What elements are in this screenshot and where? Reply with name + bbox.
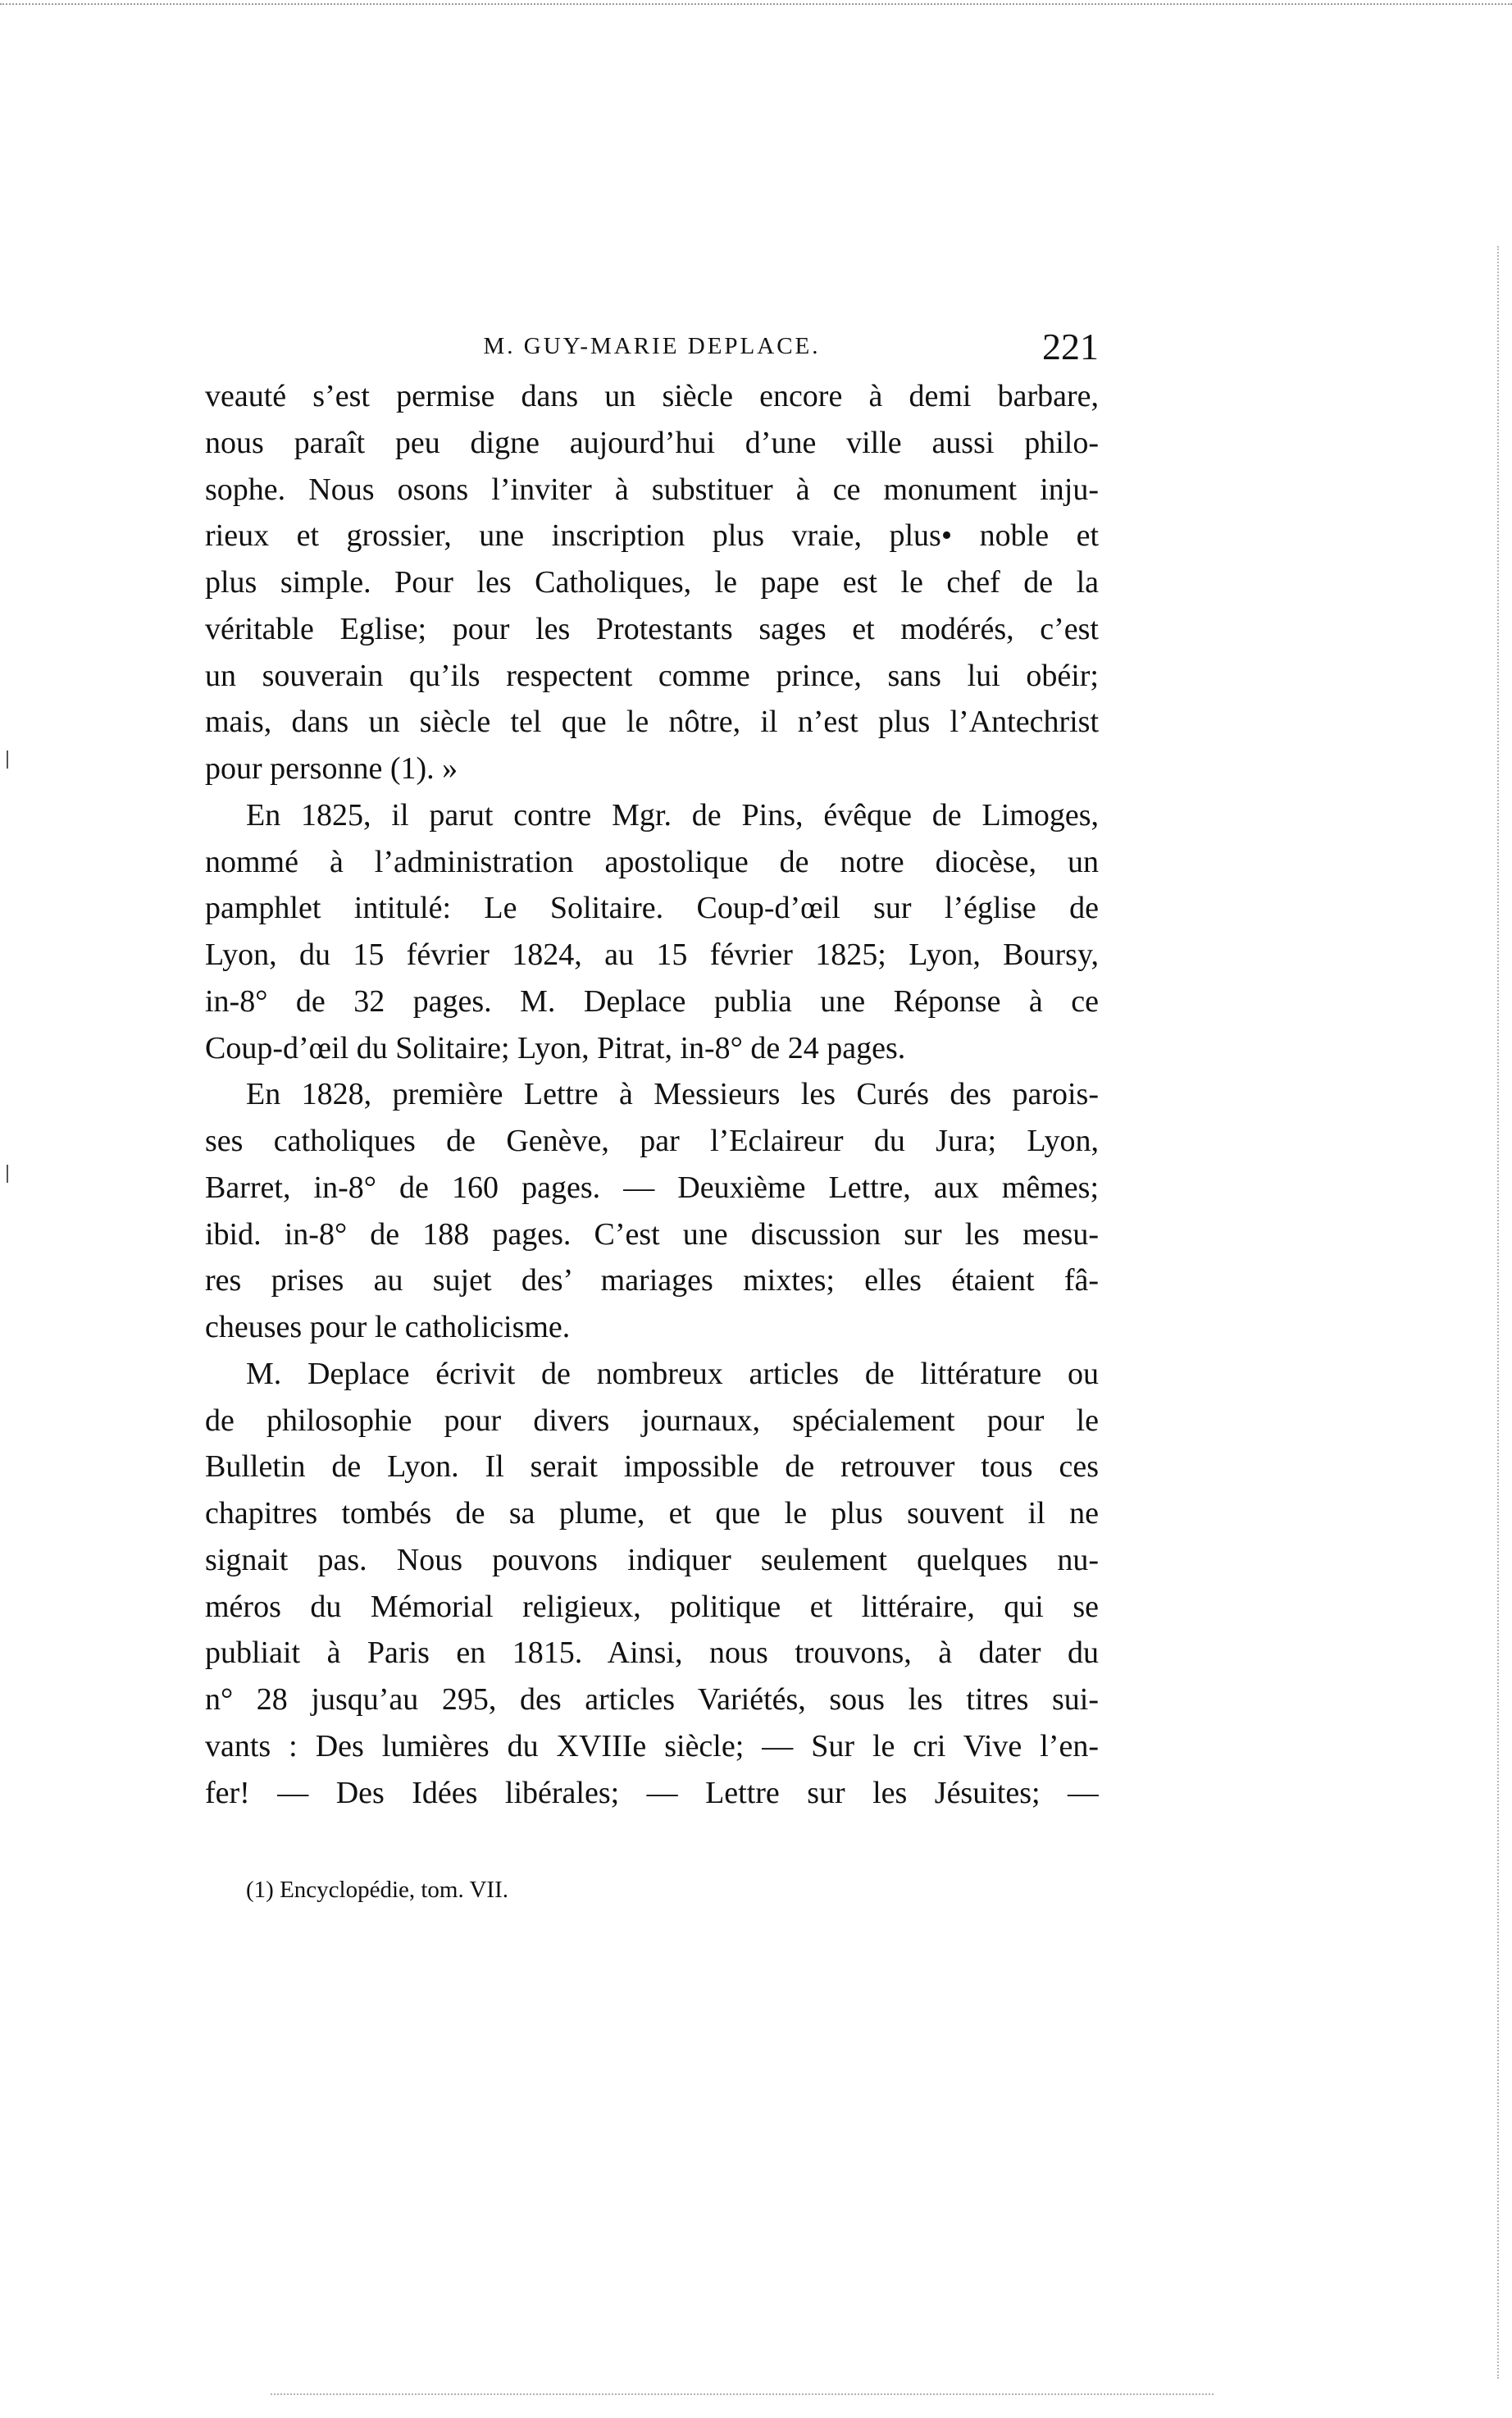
text-line: nous paraît peu digne aujourd’hui d’une ville aussi philo-	[205, 425, 1099, 460]
running-head	[205, 325, 1099, 366]
text-line: plus simple. Pour les Catholiques, le pape est le chef de la	[205, 565, 1099, 600]
text-line: veauté s’est permise dans un siècle encore à demi barbare,	[205, 379, 1099, 413]
top-scan-rule	[0, 3, 1512, 5]
text-line: Coup-d’œil du Solitaire; Lyon, Pitrat, in-8° de 24 pages.	[205, 1030, 906, 1065]
text-line: cheuses pour le catholicisme.	[205, 1310, 571, 1344]
text-line: ses catholiques de Genève, par l’Eclaireur du Jura; Lyon,	[205, 1124, 1099, 1158]
text-line: Bulletin de Lyon. Il serait impossible de retrouver tous ces	[205, 1449, 1099, 1485]
text-line: in-8° de 32 pages. M. Deplace publia une Réponse à ce	[205, 983, 1099, 1019]
text-line: signait pas. Nous pouvons indiquer seulement quelques nu-	[205, 1542, 1099, 1577]
text-line: un souverain qu’ils respectent comme prince, sans lui obéir;	[205, 658, 1099, 693]
text-line: nommé à l’administration apostolique de notre diocèse, un	[205, 844, 1099, 879]
scan-mark	[7, 1165, 8, 1183]
bottom-scan-rule	[271, 2393, 1214, 2395]
text-line: En 1828, première Lettre à Messieurs les Curés des parois-	[246, 1077, 1099, 1112]
text-line: méros du Mémorial religieux, politique et littéraire, qui se	[205, 1589, 1099, 1624]
text-line: Barret, in-8° de 160 pages. — Deuxième Lettre, aux mêmes;	[205, 1170, 1099, 1205]
right-scan-margin	[1497, 246, 1499, 2379]
text-line: n° 28 jusqu’au 295, des articles Variétés, sous les titres sui-	[205, 1682, 1099, 1717]
text-line: Lyon, du 15 février 1824, au 15 février 1825; Lyon, Boursy,	[205, 938, 1099, 972]
running-head-title: M. GUY-MARIE DEPLACE.	[483, 333, 821, 359]
text-line: res prises au sujet des’ mariages mixtes; elles étaient fâ-	[205, 1263, 1099, 1298]
text-line: ibid. in-8° de 188 pages. C’est une discussion sur les mesu-	[205, 1216, 1099, 1252]
text-line: pour personne (1). »	[205, 751, 458, 786]
text-line: En 1825, il parut contre Mgr. de Pins, évêque de Limoges,	[246, 797, 1099, 833]
text-line: pamphlet intitulé: Le Solitaire. Coup-d’œil sur l’église de	[205, 891, 1099, 926]
text-line: rieux et grossier, une inscription plus vraie, plus• noble et	[205, 518, 1099, 554]
text-line: mais, dans un siècle tel que le nôtre, il n’est plus l’Antechrist	[205, 705, 1099, 740]
text-line: sophe. Nous osons l’inviter à substituer à ce monument inju-	[205, 472, 1099, 507]
scan-mark	[7, 750, 8, 769]
footnote: (1) Encyclopédie, tom. VII.	[246, 1877, 508, 1903]
text-line: M. Deplace écrivit de nombreux articles de littérature ou	[246, 1356, 1099, 1391]
text-line: publiait à Paris en 1815. Ainsi, nous trouvons, à dater du	[205, 1636, 1099, 1671]
text-line: de philosophie pour divers journaux, spécialement pour le	[205, 1403, 1099, 1438]
text-line: véritable Eglise; pour les Protestants sages et modérés, c’est	[205, 611, 1099, 646]
text-line: vants : Des lumières du XVIIIe siècle; — Sur le cri Vive l’en-	[205, 1728, 1099, 1763]
page-number: 221	[1042, 326, 1099, 367]
text-line: chapitres tombés de sa plume, et que le plus souvent il ne	[205, 1496, 1099, 1531]
body-text	[205, 373, 1099, 1816]
text-line: fer! — Des Idées libérales; — Lettre sur les Jésuites; —	[205, 1775, 1099, 1810]
